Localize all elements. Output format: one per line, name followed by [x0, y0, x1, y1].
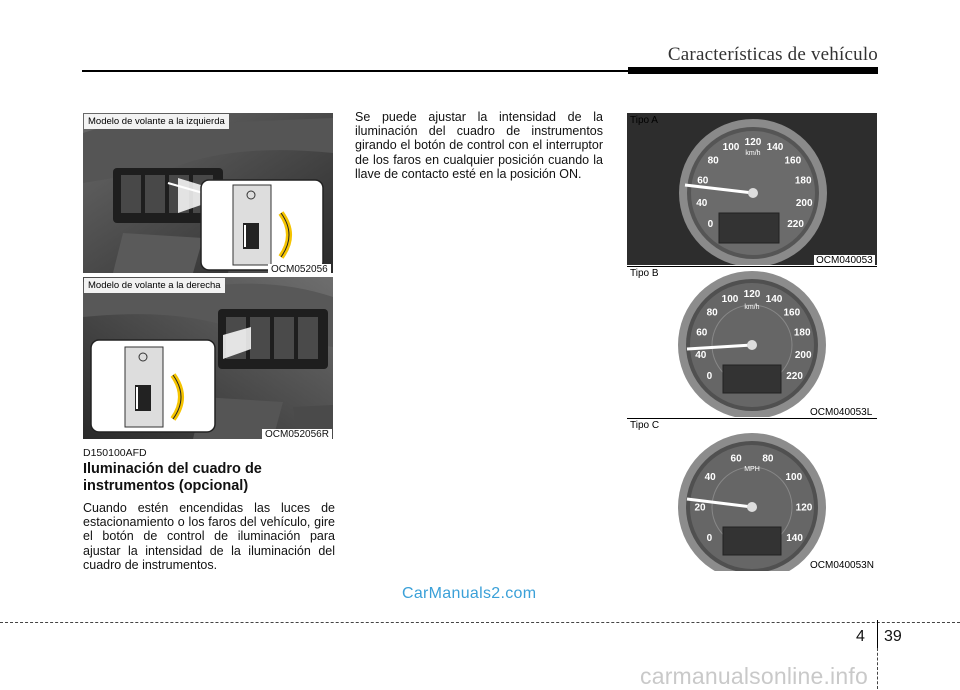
gauge-scale-label: 100 — [722, 141, 740, 153]
gauge-scale-label: 60 — [730, 453, 742, 465]
gauge-code: OCM040053L — [810, 407, 873, 418]
gauge-scale-label: 40 — [695, 350, 707, 361]
gauge-scale-label: 120 — [795, 502, 813, 514]
gauge-scale-label: 120 — [744, 137, 762, 148]
gauge-scale-label: 0 — [706, 370, 713, 382]
gauge-scale-label: 200 — [794, 350, 812, 361]
section-title: Iluminación del cuadro de instrumentos (opcional) — [83, 461, 262, 494]
figure-label: Modelo de volante a la derecha — [84, 278, 225, 293]
speedometer-type-c — [627, 419, 877, 571]
footer-rule-vertical — [877, 648, 878, 689]
body-paragraph: Se puede ajustar la intensidad de la iluminación del cuadro de instrumentos girando el botón de control con el interruptor de los faros en cualquier posición cuando la llave de contacto esté en la posición ON. — [355, 110, 603, 181]
gauge-scale-label: 80 — [707, 155, 719, 167]
figure-code: OCM052056 — [268, 264, 331, 275]
gauge-unit-label: km/h — [745, 150, 761, 157]
gauge-scale-label: 60 — [696, 327, 708, 339]
footer-site-link[interactable]: carmanualsonline.info — [640, 663, 868, 689]
gauge-scale-label: 180 — [793, 327, 811, 339]
page-number-separator — [877, 620, 878, 648]
gauge-code: OCM040053N — [810, 560, 874, 571]
gauge-scale-label: 0 — [707, 218, 714, 230]
dashboard-illustration — [83, 113, 333, 273]
speedometer-illustration — [627, 267, 877, 417]
dashboard-illustration — [83, 277, 333, 439]
gauge-scale-label: 220 — [786, 370, 803, 382]
body-paragraph: Cuando estén encendidas las luces de estacionamiento o los faros del vehículo, gire el botón de control de iluminación para ajustar la intensidad de la iluminación del cuadro de instrumentos. — [83, 501, 335, 572]
footer-rule — [0, 622, 960, 623]
gauge-scale-label: 160 — [783, 307, 801, 319]
gauge-scale-label: 140 — [786, 532, 803, 544]
figure-right-hand-drive — [83, 277, 333, 439]
gauge-scale-label: 40 — [696, 198, 708, 209]
gauge-label: Tipo B — [630, 268, 659, 279]
gauge-unit-label: MPH — [744, 466, 760, 473]
gauge-scale-label: 140 — [765, 293, 783, 305]
gauge-scale-label: 20 — [694, 502, 706, 514]
gauge-label: Tipo A — [630, 115, 658, 126]
chapter-title: Características de vehículo — [667, 44, 878, 65]
document-code: D150100AFD — [83, 447, 147, 459]
gauge-scale-label: 160 — [784, 155, 802, 167]
gauge-scale-label: 140 — [766, 141, 784, 153]
gauge-scale-label: 100 — [721, 293, 739, 305]
gauge-scale-label: 40 — [704, 472, 716, 484]
gauge-scale-label: 120 — [743, 289, 761, 300]
gauge-label: Tipo C — [630, 420, 660, 431]
gauge-scale-label: 220 — [787, 218, 804, 230]
header-rule-bar — [628, 67, 878, 74]
gauge-unit-label: km/h — [744, 304, 760, 311]
speedometer-illustration — [627, 113, 877, 265]
speedometer-illustration — [627, 419, 877, 571]
gauge-code: OCM040053 — [816, 255, 873, 266]
figure-label: Modelo de volante a la izquierda — [84, 114, 229, 129]
watermark-link[interactable]: CarManuals2.com — [402, 585, 537, 602]
gauge-scale-label: 80 — [762, 453, 774, 465]
header-rule — [82, 70, 630, 72]
gauge-scale-label: 180 — [794, 175, 812, 187]
gauge-scale-label: 0 — [706, 532, 713, 544]
speedometer-type-b — [627, 267, 877, 417]
figure-code: OCM052056R — [262, 429, 332, 440]
figure-left-hand-drive — [83, 113, 333, 273]
speedometer-type-a — [627, 113, 877, 265]
gauge-scale-label: 100 — [785, 472, 803, 484]
gauge-scale-label: 80 — [706, 307, 718, 319]
gauge-scale-label: 60 — [697, 175, 709, 187]
section-number: 4 — [856, 628, 865, 645]
page-number: 39 — [884, 628, 902, 645]
gauge-scale-label: 200 — [795, 198, 813, 209]
